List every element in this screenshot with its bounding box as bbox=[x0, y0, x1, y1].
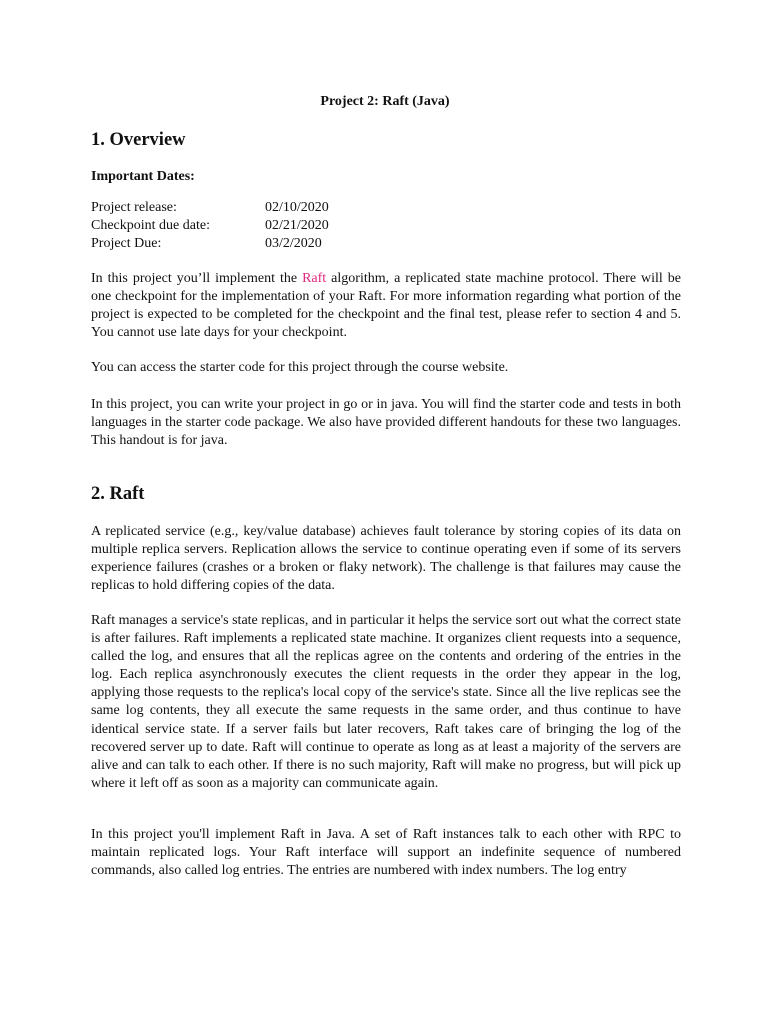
section-heading-overview: 1. Overview bbox=[91, 130, 186, 150]
date-label: Project Due: bbox=[91, 236, 162, 251]
date-value: 03/2/2020 bbox=[265, 236, 322, 251]
date-label: Project release: bbox=[91, 200, 177, 215]
date-row bbox=[91, 199, 329, 217]
section-heading-raft: 2. Raft bbox=[91, 484, 145, 504]
dates-table bbox=[91, 199, 329, 253]
date-row bbox=[91, 217, 329, 235]
date-value: 02/10/2020 bbox=[265, 200, 329, 215]
text-fragment: algorithm, a replicated state machine protocol. There will be one checkpoint for the implementation of your Raft. For more information regarding what portion of the project is expected to be completed for the checkpoint and the final test, please refer to section 4 and 5. You cannot use late days for your checkpoint. bbox=[91, 271, 682, 341]
date-value: 02/21/2020 bbox=[265, 218, 329, 233]
date-row bbox=[91, 235, 329, 253]
raft-paragraph-2: Raft manages a service's state replicas, and in particular it helps the service sort out what the correct state is after failures. Raft implements a replicated state machine. It organizes client requests into a sequence, called the log, and ensures that all the replicas agree on the contents and ordering of the entries in the log. Each replica asynchronously executes the client requests in the order they appear in the log, applying those requests to the replica's local copy of the service's state. Since all the live replicas see the same log contents, they all execute the same requests in the same order, and thus continue to have identical service state. If a server fails but later recovers, Raft takes care of bringing the log of the recovered server up to date. Raft will continue to operate as long as at least a majority of the servers are alive and can talk to each other. If there is no such majority, Raft will make no progress, but will pick up where it left off as soon as a majority can communicate again. bbox=[91, 613, 681, 791]
raft-paragraph-3: In this project you'll implement Raft in Java. A set of Raft instances talk to each other with RPC to maintain replicated logs. Your Raft interface will support an indefinite sequence of numbered commands, also called log entries. The entries are numbered with index numbers. The log entry bbox=[91, 827, 681, 879]
document-title: Project 2: Raft (Java) bbox=[320, 94, 450, 109]
date-label: Checkpoint due date: bbox=[91, 218, 210, 233]
text-fragment: In this project you’ll implement the bbox=[91, 271, 303, 286]
overview-paragraph-2: You can access the starter code for this project through the course website. bbox=[91, 360, 509, 375]
important-dates-label: Important Dates: bbox=[91, 169, 195, 184]
raft-link[interactable]: Raft bbox=[302, 271, 327, 286]
overview-paragraph-3: In this project, you can write your project in go or in java. You will find the starter code and tests in both languages in the starter code package. We also have provided different handouts for these two languages. This handout is for java. bbox=[91, 397, 681, 449]
overview-paragraph-1 bbox=[91, 270, 681, 342]
raft-paragraph-1: A replicated service (e.g., key/value database) achieves fault tolerance by storing copies of its data on multiple replica servers. Replication allows the service to continue operating even if some of its servers experience failures (crashes or a broken or flaky network). The challenge is that failures may cause the replicas to hold differing copies of the data. bbox=[91, 524, 681, 594]
